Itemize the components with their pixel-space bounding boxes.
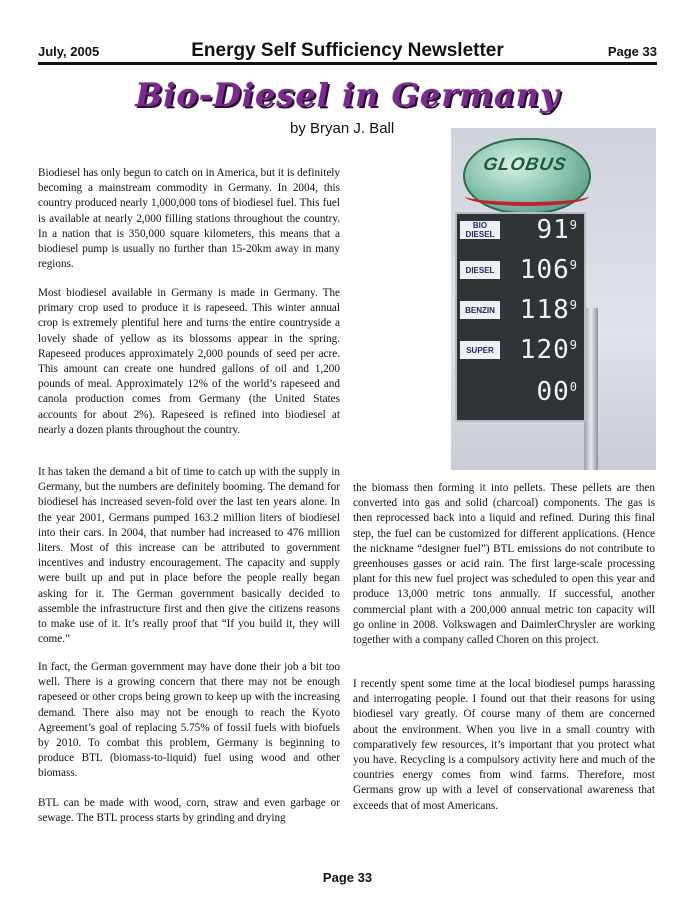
fuel-label: BENZIN: [460, 301, 500, 319]
article-byline: by Bryan J. Ball: [290, 120, 395, 137]
fuel-price: $00^0$: [536, 377, 578, 407]
paragraph-2: Most biodiesel available in Germany is made in Germany. The primary crop used to produce it is rapeseed. This winter annual crop is extremely plentiful here and turns the entire countryside a lovely shade of yellow as its blossoms appear in the spring. Rapeseed produces approximately 2,000 pounds of seed per acre. This amount can create one hundred gallons of oil and 1,200 pounds of meal. Approximately 12% of the world’s rapeseed and canola production comes from Germany (the United States accounts for about 2%). Rapeseed is refined into biodiesel at nearly a dozen plants throughout the country.: [38, 287, 340, 436]
article-title: Bio-Diesel in Germany: [135, 76, 560, 114]
paragraph-5: BTL can be made with wood, corn, straw and even garbage or sewage. The BTL process starts by grinding and drying: [38, 797, 340, 825]
logo-swoosh: [465, 186, 589, 206]
price-row: [460, 215, 580, 245]
fuel-price: $91^9$: [536, 215, 578, 245]
price-row: [460, 377, 580, 407]
globus-logo-text: GLOBUS: [481, 154, 569, 174]
fuel-label: SUPER: [460, 341, 500, 359]
header-rule: [38, 62, 657, 65]
paragraph-6: the biomass then forming it into pellets. These pellets are then converted into gas and solid (charcoal) components. The gas is then reprocessed back into a liquid and refined. During this final step, the fuel can be customized for different applications. (Hence the nickname “designer fuel”) BTL emissions do not contribute to greenhouses gasses or acid rain. The first large-scale processing plant for this new fuel project was scheduled to open this year and produce 13,000 metric tons annually. If successful, another commercial plant with a 200,000 annual metric ton capacity will go online in 2008. Volkswagen and DaimlerChrysler are working together with a company called Choren on this project.: [353, 482, 655, 647]
page-number: Page 33: [607, 44, 657, 59]
price-row: [460, 255, 580, 285]
fuel-price: $118^9$: [519, 295, 578, 325]
paragraph-4: In fact, the German government may have done their job a bit too well. There is a growing concern that there may not be enough rapeseed or other crops being grown to keep up with the increasing demand. There also may not be enough to reach the Kyoto Agreement’s goal of replacing 5.75% of fossil fuels with biofuels by 2010. To combat this problem, Germany is beginning to produce BTL (biomass-to-liquid) fuel using wood and other biomass.: [38, 661, 340, 780]
fuel-price-sign-photo: [451, 128, 656, 470]
fuel-price: $120^9$: [519, 335, 578, 365]
page-footer: Page 33: [322, 870, 373, 885]
price-row: [460, 335, 580, 365]
paragraph-7: I recently spent some time at the local biodiesel pumps harassing and interrogating people. I found out that their reasons for using biodiesel vary greatly. Of course many of them are concerned about the environment. When you live in a small country with comparatively few resources, it’s important that you protect what you have. Recycling is a compulsory activity here and much of the countries energy comes from wind farms. Therefore, most Germans grow up with a level of conservational awareness that exceeds that of most Americans.: [353, 678, 655, 812]
newsletter-title: Energy Self Sufficiency Newsletter: [191, 40, 504, 61]
fuel-label: DIESEL: [460, 261, 500, 279]
paragraph-1: Biodiesel has only begun to catch on in America, but it is definitely becoming a mainstream commodity in Germany. In 2004, this country produced nearly 1,000,000 tons of biodiesel fuel. This fuel is available at nearly 2,000 filling stations throughout the country. In a nation that is 350,000 square kilometers, this means that a biodiesel pump is usually no further than 15-20km away in many regions.: [38, 167, 340, 271]
fuel-price: $106^9$: [519, 255, 578, 285]
paragraph-3: It has taken the demand a bit of time to catch up with the supply in Germany, but the numbers are definitely booming. The demand for biodiesel has increased seven-fold over the last ten years alone. In the year 2001, Germans pumped 163.2 million liters of biodiesel into their cars. In 2004, that number had increased to 476 million liters. Most of this increase can be attributed to government incentives and industry encouragement. The capacity and supply were built up and put in place before the people really began asking for it. The German government basically decided to assemble the infrastructure first and then give the citizens reasons to make use of it. It’s really proof that “If you build it, they will come.”: [38, 466, 340, 646]
price-row: [460, 295, 580, 325]
issue-date: July, 2005: [38, 44, 100, 59]
sign-pole: [584, 308, 598, 470]
page-header: [38, 40, 657, 64]
fuel-label: BIO DIESEL: [460, 221, 500, 239]
price-board: [455, 212, 586, 422]
